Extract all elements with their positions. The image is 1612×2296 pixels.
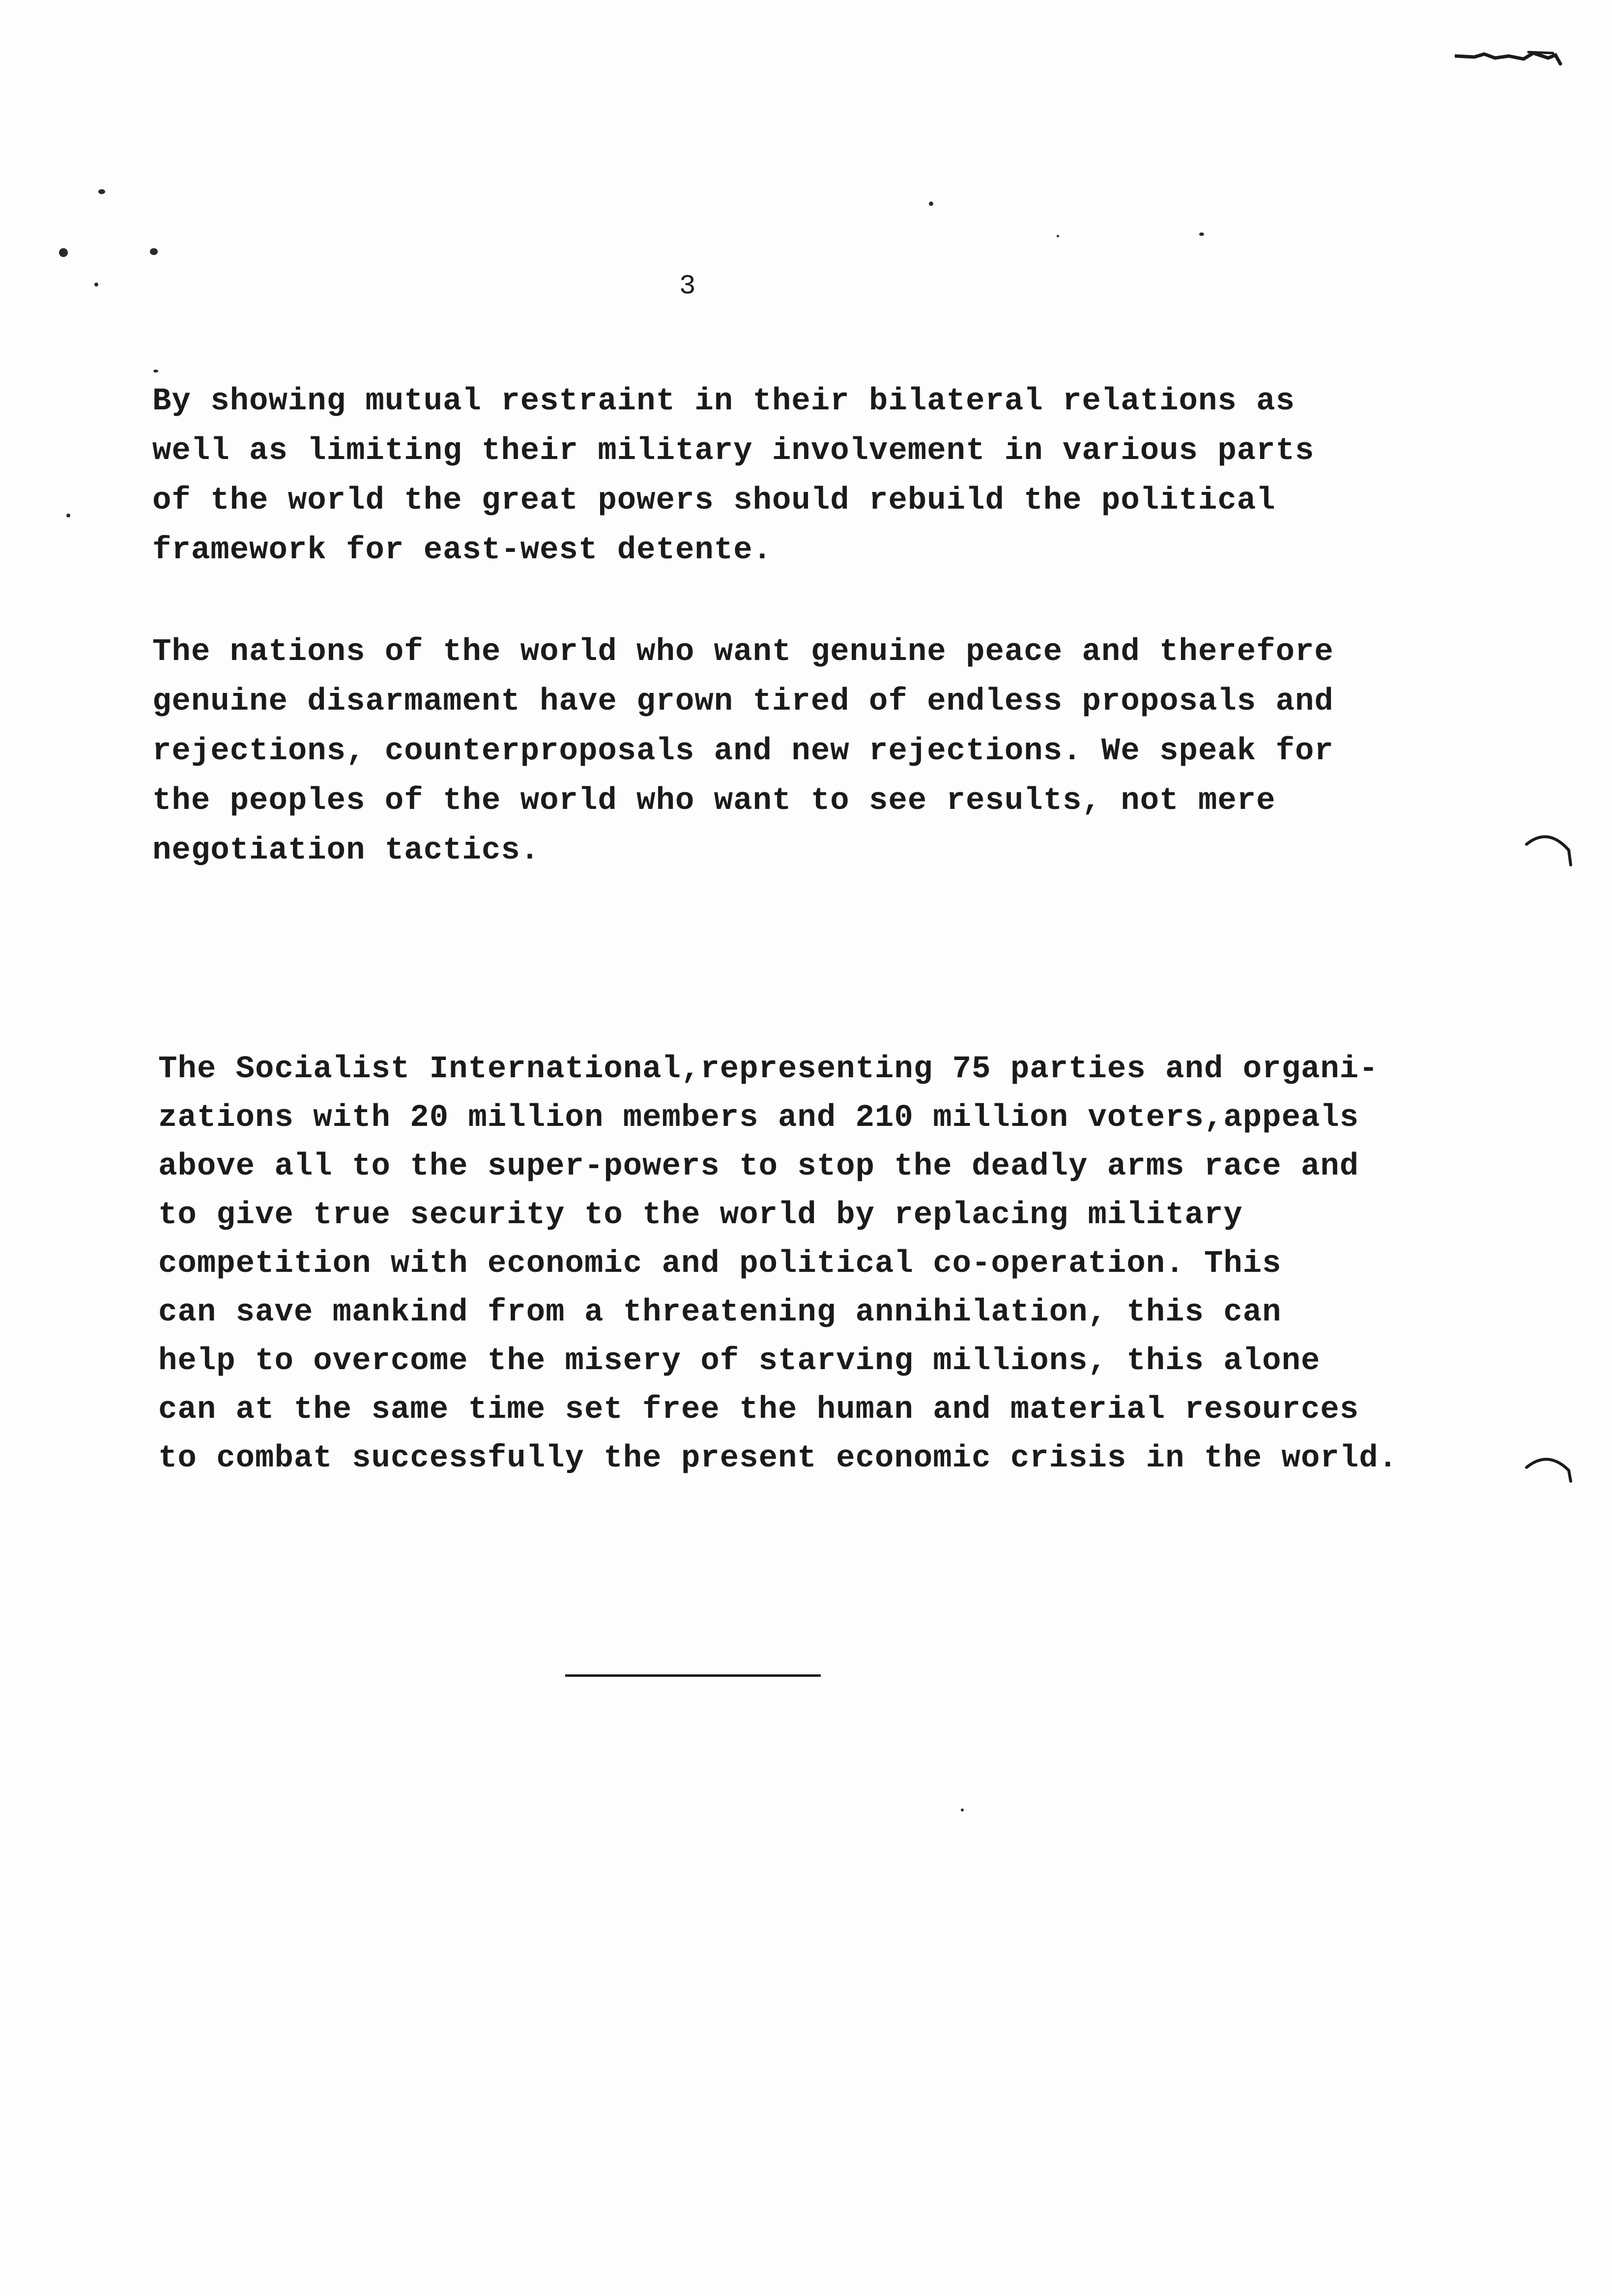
text-line: framework for east-west detente. bbox=[152, 533, 772, 568]
paragraph-socialist-international bbox=[158, 1045, 1398, 1483]
text-line: zations with 20 million members and 210 million voters,appeals bbox=[158, 1100, 1359, 1136]
text-line: The nations of the world who want genuine peace and therefore bbox=[152, 634, 1334, 670]
text-line: negotiation tactics. bbox=[152, 833, 540, 868]
scan-speck bbox=[1057, 235, 1059, 237]
text-line: genuine disarmament have grown tired of endless proposals and bbox=[152, 684, 1334, 719]
paragraph-disarmament bbox=[152, 628, 1334, 876]
text-line: competition with economic and political co-operation. This bbox=[158, 1246, 1282, 1282]
text-line: of the world the great powers should rebuild the political bbox=[152, 483, 1276, 518]
scan-speck bbox=[150, 248, 158, 255]
text-line: rejections, counterproposals and new rejections. We speak for bbox=[152, 734, 1334, 769]
text-line: can save mankind from a threatening annihilation, this can bbox=[158, 1295, 1282, 1330]
scan-speck bbox=[929, 201, 933, 206]
text-line: above all to the super-powers to stop the deadly arms race and bbox=[158, 1149, 1359, 1184]
text-line: to give true security to the world by replacing military bbox=[158, 1198, 1243, 1233]
scan-speck bbox=[98, 189, 105, 194]
scan-speck bbox=[153, 370, 158, 373]
text-line: By showing mutual restraint in their bilateral relations as bbox=[152, 384, 1295, 419]
text-line: The Socialist International,representing 75 parties and organi- bbox=[158, 1052, 1379, 1087]
handwritten-scribble-icon bbox=[1455, 47, 1573, 72]
punch-hole-arc-icon bbox=[1524, 1450, 1578, 1489]
text-line: well as limiting their military involvement in various parts bbox=[152, 433, 1315, 469]
scan-speck bbox=[66, 514, 70, 517]
scan-speck bbox=[961, 1808, 964, 1811]
scan-speck bbox=[94, 283, 98, 287]
scan-speck bbox=[59, 248, 68, 257]
text-line: can at the same time set free the human and material resources bbox=[158, 1392, 1359, 1428]
text-line: help to overcome the misery of starving millions, this alone bbox=[158, 1344, 1321, 1379]
paragraph-detente bbox=[152, 377, 1314, 575]
scan-speck bbox=[1199, 232, 1204, 236]
punch-hole-arc-icon bbox=[1524, 831, 1578, 870]
end-of-text-rule bbox=[565, 1674, 821, 1677]
text-line: to combat successfully the present economic crisis in the world. bbox=[158, 1441, 1398, 1476]
page-number: 3 bbox=[679, 270, 696, 302]
text-line: the peoples of the world who want to see results, not mere bbox=[152, 783, 1276, 819]
